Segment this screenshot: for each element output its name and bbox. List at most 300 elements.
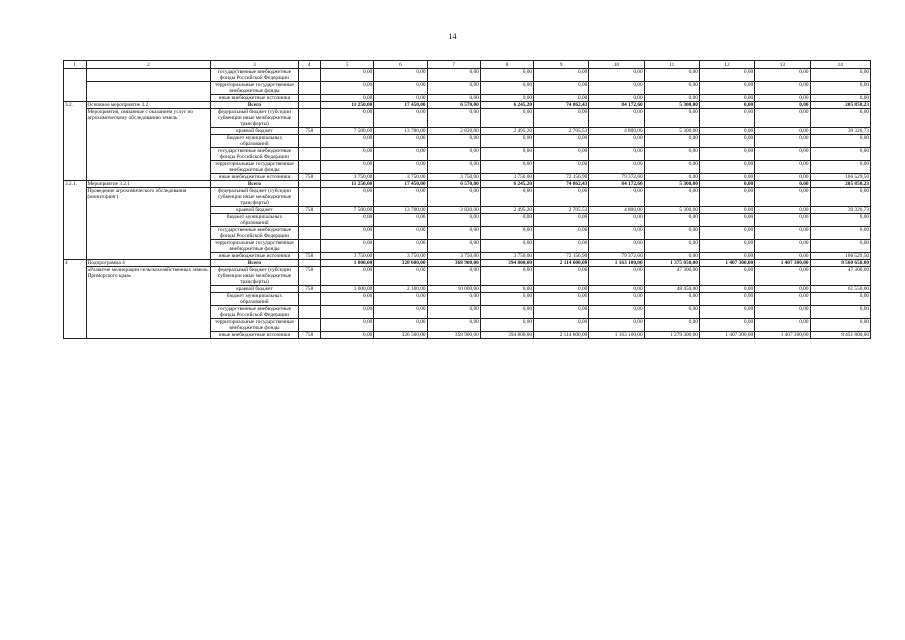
item-description-cell: «Развитие мелиорации сельскохозяйственных земель Приморского края» [86,267,211,339]
budget-code-cell [298,69,321,82]
amount-cell: 79 372,60 [589,174,644,181]
amount-cell: 0,00 [321,109,374,128]
amount-cell: 0,00 [427,319,480,332]
amount-cell: 0,00 [374,148,427,161]
amount-cell: 0,00 [644,148,699,161]
amount-cell: 0,00 [534,240,589,253]
amount-cell: 0,00 [427,135,480,148]
amount-cell: 0,00 [427,293,480,306]
amount-cell: 0,00 [589,69,644,82]
amount-cell: 0,00 [427,240,480,253]
amount-cell: 72 156,90 [534,174,589,181]
amount-cell: 0,00 [589,293,644,306]
amount-cell: 0,00 [589,135,644,148]
budget-code-cell [298,82,321,95]
funding-source-cell: территориальные государственные внебюджетные фонды [211,161,298,174]
amount-cell: 1 279 300,00 [644,332,699,339]
budget-code-cell [298,227,321,240]
page-number: 14 [448,32,457,41]
amount-cell: 0,00 [534,306,589,319]
amount-cell: 2 100,00 [374,286,427,293]
amount-cell: 1 163 100,00 [589,260,644,267]
amount-cell: 0,00 [810,95,871,102]
amount-cell: 10 000,00 [427,286,480,293]
amount-cell: 0,00 [755,102,810,109]
amount-cell: 0,00 [699,135,754,148]
funding-source-cell: краевой бюджет [211,286,298,293]
budget-code-cell [298,293,321,306]
amount-cell: 0,00 [480,306,533,319]
amount-cell: 0,00 [644,174,699,181]
amount-cell: 0,00 [699,227,754,240]
amount-cell: 0,00 [427,188,480,207]
amount-cell: 0,00 [321,293,374,306]
amount-cell: 0,00 [755,319,810,332]
amount-cell: 0,00 [755,214,810,227]
amount-cell: 13 700,00 [374,207,427,214]
funding-source-cell: бюджет муниципальных образований [211,214,298,227]
amount-cell: 0,00 [699,253,754,260]
amount-cell: 0,00 [427,109,480,128]
amount-cell: 5 300,00 [644,207,699,214]
amount-cell: 84 172,60 [589,181,644,188]
amount-cell: 0,00 [480,293,533,306]
funding-source-cell: территориальные государственные внебюджетные фонды [211,240,298,253]
amount-cell: 0,00 [699,293,754,306]
amount-cell: 166 529,50 [810,174,871,181]
item-index-cell: 4 [64,260,87,339]
amount-cell: 0,00 [699,148,754,161]
amount-cell: 13 700,00 [374,128,427,135]
amount-cell: 0,00 [644,135,699,148]
amount-cell: 7 500,00 [321,128,374,135]
amount-cell: 2 820,00 [427,128,480,135]
funding-source-cell: федеральный бюджет (субсидии субвенции иные межбюджетные трансферты) [211,267,298,286]
funding-source-cell: государственные внебюджетные фонды Российской Федерации [211,148,298,161]
amount-cell: 72 156,90 [534,253,589,260]
amount-cell: 0,00 [534,286,589,293]
amount-cell: 205 850,23 [810,102,871,109]
budget-code-cell [298,161,321,174]
amount-cell: 0,00 [589,267,644,286]
amount-cell: 0,00 [589,109,644,128]
amount-cell: 0,00 [755,253,810,260]
amount-cell: 0,00 [699,319,754,332]
amount-cell: 0,00 [755,286,810,293]
amount-cell: 0,00 [534,148,589,161]
amount-cell: 48 450,00 [644,286,699,293]
amount-cell: 4 800,00 [589,207,644,214]
amount-cell: 0,00 [810,319,871,332]
amount-cell: 11 250,00 [321,102,374,109]
item-index-cell [64,69,87,102]
amount-cell: 394 800,00 [480,260,533,267]
amount-cell: 326 500,00 [374,332,427,339]
amount-cell: 0,00 [480,82,533,95]
amount-cell: 6 245,20 [480,102,533,109]
budget-code-cell [298,95,321,102]
funding-source-cell: иные внебюджетные источники [211,253,298,260]
amount-cell: 0,00 [755,240,810,253]
amount-cell: 11 250,00 [321,181,374,188]
amount-cell: 0,00 [480,109,533,128]
amount-cell: 0,00 [755,82,810,95]
column-number-cell: 1 [64,61,87,69]
budget-code-cell: 758 [298,267,321,286]
amount-cell: 0,00 [427,306,480,319]
budget-code-cell [298,214,321,227]
amount-cell: 0,00 [755,69,810,82]
amount-cell: 0,00 [427,148,480,161]
amount-cell: 0,00 [374,69,427,82]
amount-cell: 0,00 [534,82,589,95]
amount-cell: 0,00 [755,267,810,286]
amount-cell: 2 495,20 [480,128,533,135]
item-index-cell: 3.2. [64,102,87,181]
amount-cell: 0,00 [534,109,589,128]
funding-source-cell: территориальные государственные внебюджетные фонды [211,82,298,95]
amount-cell: 1 000,00 [321,286,374,293]
amount-cell: 0,00 [755,161,810,174]
amount-cell: 0,00 [374,161,427,174]
amount-cell: 2 705,53 [534,128,589,135]
amount-cell: 394 800,00 [480,332,533,339]
amount-cell: 1 000,00 [321,260,374,267]
amount-cell: 0,00 [321,69,374,82]
funding-source-cell: иные внебюджетные источники [211,174,298,181]
amount-cell: 6 245,20 [480,181,533,188]
budget-code-cell [298,135,321,148]
amount-cell: 0,00 [480,69,533,82]
budget-code-cell: 758 [298,253,321,260]
amount-cell: 0,00 [534,267,589,286]
amount-cell: 1 163 100,00 [589,332,644,339]
amount-cell: 3 750,00 [427,253,480,260]
amount-cell: 0,00 [589,227,644,240]
funding-source-cell: Всего [211,181,298,188]
funding-source-cell: территориальные государственные внебюджетные фонды [211,319,298,332]
amount-cell: 17 450,00 [374,181,427,188]
amount-cell: 0,00 [589,82,644,95]
amount-cell: 0,00 [810,306,871,319]
amount-cell: 0,00 [374,109,427,128]
amount-cell: 0,00 [699,188,754,207]
amount-cell: 0,00 [427,267,480,286]
amount-cell: 0,00 [480,95,533,102]
amount-cell: 368 900,00 [427,260,480,267]
item-description-cell [86,82,211,102]
amount-cell: 6 570,00 [427,181,480,188]
funding-source-cell: государственные внебюджетные фонды Российской Федерации [211,306,298,319]
table-row [64,260,871,267]
amount-cell: 47 300,00 [810,267,871,286]
column-number-cell: 4 [298,61,321,69]
amount-cell: 5 300,00 [644,102,699,109]
amount-cell: 0,00 [589,95,644,102]
budget-code-cell [298,109,321,128]
amount-cell: 74 862,43 [534,181,589,188]
amount-cell: 328 600,00 [374,260,427,267]
amount-cell: 0,00 [534,161,589,174]
funding-source-cell: Всего [211,102,298,109]
amount-cell: 0,00 [699,128,754,135]
amount-cell: 39 320,73 [810,128,871,135]
amount-cell: 0,00 [755,148,810,161]
amount-cell: 0,00 [534,293,589,306]
amount-cell: 0,00 [810,69,871,82]
amount-cell: 8 560 650,00 [810,260,871,267]
budget-code-cell [298,319,321,332]
amount-cell: 2 495,20 [480,207,533,214]
amount-cell: 3 750,00 [321,253,374,260]
budget-code-cell: 758 [298,286,321,293]
amount-cell: 3 750,00 [374,253,427,260]
amount-cell: 0,00 [589,214,644,227]
amount-cell: 84 172,60 [589,102,644,109]
item-index-cell: 3.2.1. [64,181,87,260]
amount-cell: 0,00 [810,82,871,95]
amount-cell: 0,00 [480,240,533,253]
budget-code-cell [298,260,321,267]
amount-cell: 0,00 [374,214,427,227]
amount-cell: 1 407 300,00 [755,332,810,339]
amount-cell: 0,00 [810,161,871,174]
amount-cell: 0,00 [699,181,754,188]
amount-cell: 1 407 300,00 [699,332,754,339]
amount-cell: 0,00 [644,161,699,174]
amount-cell: 0,00 [321,95,374,102]
amount-cell: 0,00 [644,293,699,306]
amount-cell: 0,00 [810,227,871,240]
amount-cell: 0,00 [427,69,480,82]
amount-cell: 0,00 [374,188,427,207]
amount-cell: 3 750,00 [321,174,374,181]
column-number-cell: 3 [211,61,298,69]
budget-code-cell [298,181,321,188]
amount-cell: 0,00 [321,82,374,95]
funding-source-cell: Всего [211,260,298,267]
funding-source-cell: иные внебюджетные источники [211,332,298,339]
amount-cell: 166 529,50 [810,253,871,260]
column-number-cell: 7 [427,61,480,69]
budget-code-cell [298,306,321,319]
item-description-cell: Мероприятия, связанные с оказанием услуг по агрохимическому обследованию земель [86,109,211,181]
amount-cell: 0,00 [699,161,754,174]
amount-cell: 0,00 [321,161,374,174]
amount-cell: 3 750,00 [480,174,533,181]
amount-cell: 0,00 [699,240,754,253]
amount-cell: 0,00 [374,95,427,102]
amount-cell: 0,00 [374,135,427,148]
column-number-cell: 11 [644,61,699,69]
amount-cell: 0,00 [534,188,589,207]
amount-cell: 0,00 [589,161,644,174]
funding-source-cell: бюджет муниципальных образований [211,293,298,306]
amount-cell: 0,00 [480,148,533,161]
amount-cell: 0,00 [427,82,480,95]
amount-cell: 1 407 300,00 [699,260,754,267]
budget-table [63,60,871,339]
amount-cell: 0,00 [810,240,871,253]
amount-cell: 0,00 [644,95,699,102]
amount-cell: 0,00 [321,214,374,227]
amount-cell: 0,00 [755,207,810,214]
amount-cell: 0,00 [644,253,699,260]
amount-cell: 2 114 600,00 [534,260,589,267]
column-number-cell: 10 [589,61,644,69]
amount-cell: 39 320,73 [810,207,871,214]
amount-cell: 0,00 [644,306,699,319]
amount-cell: 0,00 [699,174,754,181]
amount-cell: 0,00 [374,306,427,319]
amount-cell: 8 451 800,00 [810,332,871,339]
amount-cell: 4 800,00 [589,128,644,135]
amount-cell: 0,00 [480,161,533,174]
funding-source-cell: бюджет муниципальных образований [211,135,298,148]
amount-cell: 0,00 [755,135,810,148]
amount-cell: 0,00 [534,319,589,332]
budget-code-cell: 758 [298,332,321,339]
amount-cell: 0,00 [810,293,871,306]
amount-cell: 0,00 [589,286,644,293]
amount-cell: 0,00 [644,227,699,240]
column-number-cell: 5 [321,61,374,69]
amount-cell: 0,00 [480,319,533,332]
amount-cell: 0,00 [810,148,871,161]
table-row [64,69,871,82]
amount-cell: 0,00 [699,214,754,227]
amount-cell: 0,00 [755,293,810,306]
amount-cell: 0,00 [755,188,810,207]
amount-cell: 0,00 [427,161,480,174]
amount-cell: 74 862,43 [534,102,589,109]
amount-cell: 0,00 [427,95,480,102]
amount-cell: 0,00 [755,227,810,240]
column-number-row [64,61,871,69]
table-row [64,109,871,128]
table-row [64,267,871,286]
amount-cell: 0,00 [321,227,374,240]
amount-cell: 205 850,23 [810,181,871,188]
amount-cell: 0,00 [589,319,644,332]
amount-cell: 0,00 [321,267,374,286]
amount-cell: 0,00 [644,82,699,95]
amount-cell: 0,00 [321,148,374,161]
funding-source-cell: федеральный бюджет (субсидии субвенции иные межбюджетные трансферты) [211,109,298,128]
amount-cell: 0,00 [321,188,374,207]
amount-cell: 61 550,00 [810,286,871,293]
amount-cell: 0,00 [374,319,427,332]
amount-cell: 0,00 [427,227,480,240]
amount-cell: 0,00 [699,102,754,109]
budget-code-cell [298,188,321,207]
amount-cell: 0,00 [755,109,810,128]
amount-cell: 47 300,00 [644,267,699,286]
amount-cell: 1 407 300,00 [755,260,810,267]
table-row [64,181,871,188]
budget-code-cell [298,240,321,253]
amount-cell: 5 300,00 [644,128,699,135]
amount-cell: 0,00 [699,207,754,214]
amount-cell: 0,00 [589,306,644,319]
funding-source-cell: краевой бюджет [211,128,298,135]
amount-cell: 0,00 [534,135,589,148]
amount-cell: 3 750,00 [427,174,480,181]
amount-cell: 0,00 [755,174,810,181]
amount-cell: 0,00 [589,148,644,161]
budget-code-cell: 758 [298,128,321,135]
amount-cell: 7 500,00 [321,207,374,214]
amount-cell: 0,00 [480,286,533,293]
budget-code-cell [298,102,321,109]
amount-cell: 0,00 [374,293,427,306]
amount-cell: 0,00 [699,82,754,95]
amount-cell: 0,00 [321,319,374,332]
amount-cell: 0,00 [589,188,644,207]
item-description-cell: Проведение агрохимического обследования (мониторинг) [86,188,211,260]
amount-cell: 0,00 [810,135,871,148]
amount-cell: 0,00 [374,267,427,286]
amount-cell: 6 570,00 [427,102,480,109]
amount-cell: 0,00 [644,319,699,332]
funding-source-cell: государственные внебюджетные фонды Российской Федерации [211,227,298,240]
amount-cell: 0,00 [810,109,871,128]
amount-cell: 79 372,60 [589,253,644,260]
amount-cell: 0,00 [699,286,754,293]
item-title-cell [86,69,211,82]
amount-cell: 0,00 [534,214,589,227]
amount-cell: 0,00 [644,214,699,227]
table-row [64,102,871,109]
amount-cell: 2 820,00 [427,207,480,214]
amount-cell: 17 450,00 [374,102,427,109]
amount-cell: 0,00 [755,306,810,319]
item-title-cell: Основное мероприятие 3.2 [86,102,211,109]
column-number-cell: 14 [810,61,871,69]
amount-cell: 0,00 [755,128,810,135]
column-number-cell: 12 [699,61,754,69]
amount-cell: 0,00 [755,181,810,188]
amount-cell: 0,00 [755,95,810,102]
amount-cell: 0,00 [480,227,533,240]
amount-cell: 0,00 [321,306,374,319]
amount-cell: 0,00 [644,188,699,207]
amount-cell: 0,00 [534,69,589,82]
table-row [64,188,871,207]
column-number-cell: 8 [480,61,533,69]
budget-code-cell: 758 [298,207,321,214]
amount-cell: 2 705,53 [534,207,589,214]
funding-source-cell: иные внебюджетные источники [211,95,298,102]
amount-cell: 0,00 [321,240,374,253]
amount-cell: 0,00 [534,95,589,102]
amount-cell: 0,00 [589,240,644,253]
amount-cell: 0,00 [644,109,699,128]
amount-cell: 0,00 [480,214,533,227]
amount-cell: 0,00 [644,69,699,82]
amount-cell: 0,00 [810,214,871,227]
amount-cell: 0,00 [480,188,533,207]
table-row [64,82,871,95]
budget-code-cell: 758 [298,174,321,181]
budget-code-cell [298,148,321,161]
amount-cell: 0,00 [699,95,754,102]
item-title-cell: Подпрограмма 4 [86,260,211,267]
amount-cell: 0,00 [374,227,427,240]
amount-cell: 0,00 [374,240,427,253]
funding-source-cell: государственные внебюджетные фонды Российской Федерации [211,69,298,82]
amount-cell: 0,00 [321,135,374,148]
